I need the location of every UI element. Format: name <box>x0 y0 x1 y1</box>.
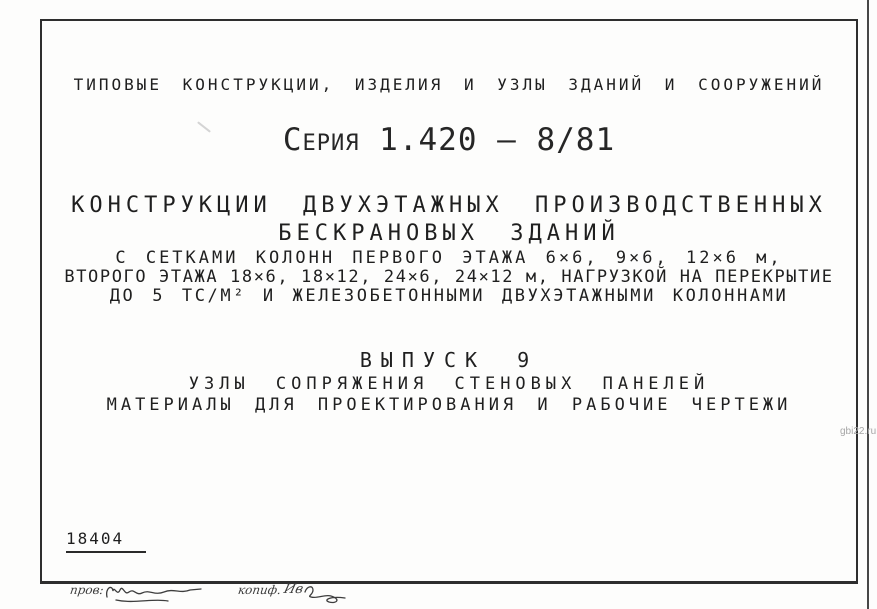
top-title: ТИПОВЫЕ КОНСТРУКЦИИ, ИЗДЕЛИЯ И УЗЛЫ ЗДАНИЙ И СООРУЖЕНИЙ <box>73 75 825 94</box>
handwritten-copied-label: копиф. <box>236 583 282 597</box>
issue-line-1: УЗЛЫ СОПРЯЖЕНИЯ СТЕНОВЫХ ПАНЕЛЕЙ <box>188 374 710 394</box>
page-edge-line <box>867 0 869 609</box>
main-title-line-2: БЕСКРАНОВЫХ ЗДАНИЙ <box>278 221 620 246</box>
subtitle-line-3: ДО 5 ТС/М² И ЖЕЛЕЗОБЕТОННЫМИ ДВУХЭТАЖНЫМИ КОЛОННАМИ <box>109 286 789 306</box>
handwritten-annotations <box>70 580 347 606</box>
watermark: gbi22.ru <box>840 426 877 437</box>
issue-line-2: МАТЕРИАЛЫ ДЛЯ ПРОЕКТИРОВАНИЯ И РАБОЧИЕ ЧЕРТЕЖИ <box>106 395 792 415</box>
main-title-line-1: КОНСТРУКЦИИ ДВУХЭТАЖНЫХ ПРОИЗВОДСТВЕННЫХ <box>71 193 827 218</box>
subtitle-line-1: С СЕТКАМИ КОЛОНН ПЕРВОГО ЭТАЖА 6×6, 9×6, 12×6 м, <box>115 248 783 268</box>
issue-title: ВЫПУСК 9 <box>359 348 539 372</box>
document-number: 18404 <box>66 529 146 553</box>
series-title: Серия 1.420 – 8/81 <box>282 122 616 158</box>
signature-scribble <box>104 582 204 606</box>
subtitle-line-2: ВТОРОГО ЭТАЖА 18×6, 18×12, 24×6, 24×12 м, НАГРУЗКОЙ НА ПЕРЕКРЫТИЕ <box>64 267 834 287</box>
signature-flourish <box>303 582 347 606</box>
handwritten-copied-initials: Ив <box>281 582 305 597</box>
handwritten-checked-label: пров: <box>69 583 105 597</box>
